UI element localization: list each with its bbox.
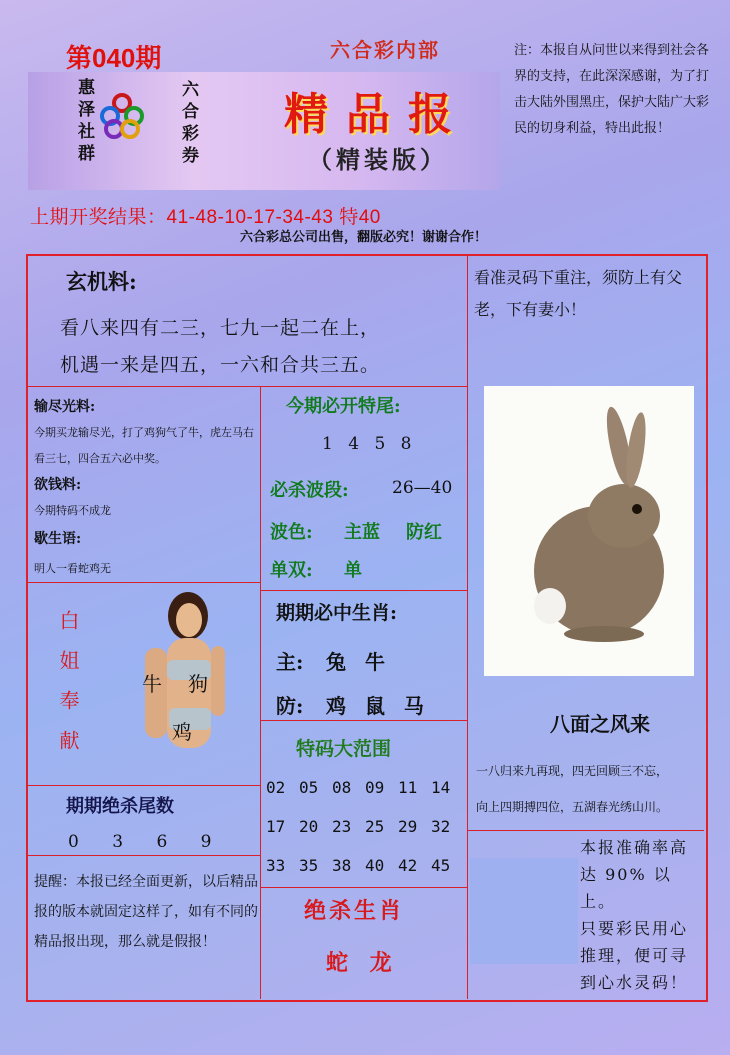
range-number: 02	[266, 778, 286, 797]
girl-zodiac-b: 狗	[188, 672, 208, 696]
divider	[27, 582, 260, 583]
range-number: 08	[332, 778, 352, 797]
remind-text: 提醒：本报已经全面更新，以后精品报的版本就固定这样了，如有不同的精品报出现，那么就是假报！	[34, 874, 258, 950]
copyright: 六合彩总公司出售，翻版必究！谢谢合作！	[240, 230, 488, 245]
rest-text: 明人一看蛇鸡无	[34, 562, 111, 575]
divider	[27, 785, 260, 786]
accuracy-line: 推理，便可寻	[580, 946, 689, 965]
zodiac-guard: 鸡 鼠 马	[326, 694, 424, 718]
accuracy-line: 本报准确率高	[580, 838, 689, 857]
kill-range-label: 必杀波段:	[270, 480, 349, 501]
range-number: 17	[266, 817, 286, 836]
issue-number: 第040期	[66, 43, 162, 73]
logo	[98, 92, 146, 140]
color-main: 主蓝	[344, 522, 380, 543]
divider	[468, 830, 704, 831]
eight-line-2: 向上四期搏四位，五湖春光绣山川。	[476, 800, 669, 814]
divider	[261, 887, 467, 888]
gift-text: 白姐奉献	[56, 610, 80, 770]
top-line: 六合彩内部	[330, 38, 440, 62]
lose-title: 输尽光料:	[34, 399, 96, 415]
accuracy-text	[580, 834, 704, 996]
range-number: 40	[365, 856, 385, 875]
range-number: 29	[398, 817, 418, 836]
rabbit-image	[484, 386, 694, 676]
mystery-line-1: 看八来四有二三，七九一起二在上，	[60, 317, 381, 339]
zodiac-guard-label: 防:	[276, 694, 304, 718]
range-title: 特码大范围	[296, 738, 392, 760]
mystery-title: 玄机料:	[66, 269, 137, 294]
tail-kill-digits: 0 3 6 9	[68, 832, 212, 852]
zodiac-main-label: 主:	[276, 650, 304, 674]
range-number: 14	[431, 778, 451, 797]
blank-panel	[470, 858, 578, 964]
edition: （精装版）	[308, 145, 448, 174]
tail-title: 今期必开特尾:	[286, 396, 401, 417]
color-guard: 防红	[406, 522, 442, 543]
range-number: 35	[299, 856, 319, 875]
kill-range-value: 26—40	[392, 478, 453, 498]
masthead: 精品报	[284, 89, 470, 140]
accuracy-line: 到心水灵码！	[580, 973, 689, 992]
mystery-line-2: 机遇一来是四五，一六和合共三五。	[60, 354, 381, 376]
divider	[261, 720, 467, 721]
girl-zodiac-a: 牛	[142, 672, 162, 696]
zodiac-main: 兔 牛	[326, 650, 385, 674]
range-number: 42	[398, 856, 418, 875]
range-number: 38	[332, 856, 352, 875]
money-text: 今期特码不成龙	[34, 504, 111, 517]
range-number: 11	[398, 778, 418, 797]
brand-right: 六合彩券	[178, 80, 198, 168]
range-number: 09	[365, 778, 385, 797]
range-number: 45	[431, 856, 451, 875]
divider-mid	[260, 386, 261, 999]
range-number: 32	[431, 817, 451, 836]
girl-zodiac-c: 鸡	[172, 720, 192, 744]
tail-digits: 1 4 5 8	[322, 434, 412, 454]
accuracy-line: 达 90% 以上。	[580, 865, 672, 911]
brand-left: 惠泽社群	[74, 78, 94, 166]
lose-text: 今期买龙输尽光，打了鸡狗气了牛，虎左马右看三七，四合五六必中奖。	[34, 426, 254, 465]
right-top-text: 看准灵码下重注，须防上有父老，下有妻小！	[474, 268, 683, 319]
oddeven-label: 单双:	[270, 560, 313, 581]
accuracy-line: 只要彩民用心	[580, 919, 689, 938]
range-number: 25	[365, 817, 385, 836]
range-number: 23	[332, 817, 352, 836]
kill-zodiac-value: 蛇 龙	[326, 950, 392, 976]
tail-kill-title: 期期绝杀尾数	[66, 796, 174, 817]
rest-title: 歇生语:	[34, 531, 82, 547]
eight-title: 八面之风来	[550, 712, 650, 736]
money-title: 欲钱料:	[34, 477, 82, 493]
divider-right	[467, 255, 468, 999]
kill-zodiac-title: 绝杀生肖	[304, 898, 405, 924]
last-result: 上期开奖结果：41-48-10-17-34-43 特40	[30, 207, 381, 228]
range-number: 20	[299, 817, 319, 836]
divider	[261, 590, 467, 591]
divider	[27, 855, 260, 856]
zodiac-title: 期期必中生肖:	[276, 602, 398, 624]
oddeven-value: 单	[344, 560, 362, 581]
color-label: 波色:	[270, 522, 313, 543]
range-number: 33	[266, 856, 286, 875]
notice: 注：本报自从问世以来得到社会各界的支持，在此深深感谢，为了打击大陆外围黑庄，保护大陆广大彩民的切身利益，特出此报！	[514, 43, 710, 136]
divider	[27, 386, 467, 387]
range-number: 05	[299, 778, 319, 797]
eight-line-1: 一八归来九再现，四无回顾三不忘，	[476, 764, 669, 778]
